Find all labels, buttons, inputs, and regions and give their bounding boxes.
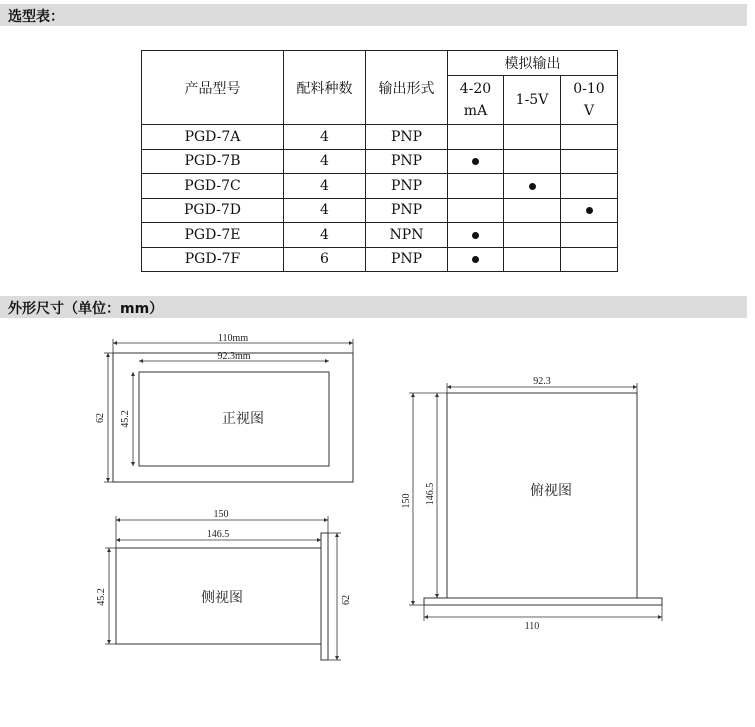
cell-wiring: 6	[284, 247, 366, 272]
header-output-form: 输出形式	[366, 51, 448, 125]
top-view-drawing	[409, 383, 662, 621]
top-outer-height-label: 150	[401, 493, 412, 509]
cell-model: PGD-7A	[142, 125, 284, 150]
header-wiring: 配料种数	[284, 51, 366, 125]
cell-wiring: 4	[284, 198, 366, 223]
cell-model: PGD-7D	[142, 198, 284, 223]
cell-model: PGD-7C	[142, 174, 284, 199]
front-view-label: 正视图	[222, 411, 264, 427]
header-range-1-5v: 1-5V	[504, 76, 561, 125]
side-inner-width-label: 146.5	[206, 529, 230, 540]
header-model: 产品型号	[142, 51, 284, 125]
header-analog-output: 模拟输出	[448, 51, 618, 76]
selection-section-title: 选型表：	[8, 9, 64, 25]
cell-wiring: 4	[284, 223, 366, 248]
header-range-4-20ma-line2: mA	[463, 103, 488, 119]
front-inner-height-label: 45.2	[120, 410, 131, 428]
cell-output: PNP	[366, 174, 448, 199]
top-base-width-label: 110	[524, 621, 540, 632]
side-flange-height-label: 62	[341, 595, 352, 605]
header-range-0-10v-line2: V	[583, 103, 595, 119]
cell-wiring: 4	[284, 174, 366, 199]
cell-wiring: 4	[284, 125, 366, 150]
cell-output: PNP	[366, 247, 448, 272]
cell-output: PNP	[366, 198, 448, 223]
front-outer-width-label: 110mm	[217, 333, 249, 344]
side-view-flange	[321, 533, 328, 660]
side-view-label: 侧视图	[201, 590, 243, 606]
cell-output: NPN	[366, 223, 448, 248]
front-outer-height-label: 62	[95, 413, 106, 423]
side-outer-width-label: 150	[213, 509, 229, 520]
cell-output: PNP	[366, 149, 448, 174]
dimensions-section-title: 外形尺寸（单位：mm）	[8, 301, 164, 317]
header-range-4-20ma-line1: 4-20	[459, 81, 492, 97]
top-view-label: 俯视图	[530, 483, 572, 499]
top-inner-height-label: 146.5	[425, 482, 436, 506]
header-range-0-10v-line1: 0-10	[573, 81, 605, 97]
cell-wiring: 4	[284, 149, 366, 174]
cell-model: PGD-7B	[142, 149, 284, 174]
cell-model: PGD-7E	[142, 223, 284, 248]
top-view-base-plate	[424, 598, 662, 605]
front-inner-width-label: 92.3mm	[217, 351, 251, 362]
cell-model: PGD-7F	[142, 247, 284, 272]
top-width-label: 92.3	[533, 376, 551, 387]
side-height-label: 45.2	[96, 588, 107, 606]
cell-output: PNP	[366, 125, 448, 150]
